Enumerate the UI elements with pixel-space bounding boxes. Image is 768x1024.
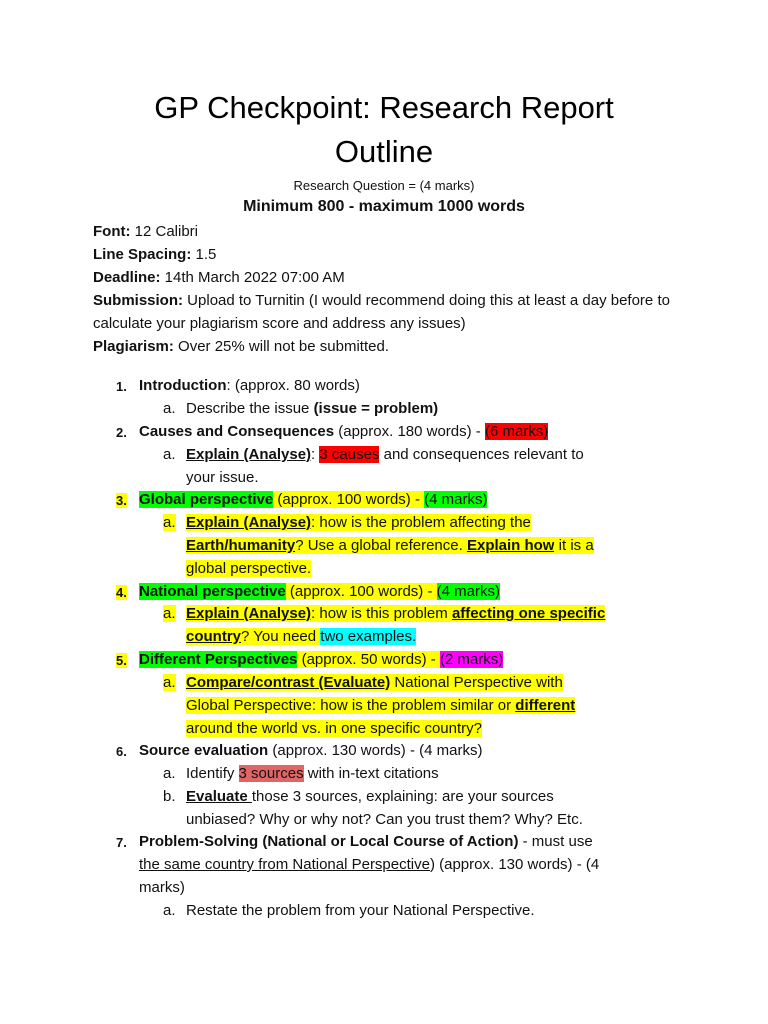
- item-title: Problem-Solving (National or Local Course of Action): [139, 833, 519, 850]
- item-text: (approx. 180 words) -: [334, 423, 485, 440]
- item-text: (approx. 100 words) -: [285, 583, 437, 600]
- sub-letter: a.: [163, 605, 176, 622]
- font-value: 12 Calibri: [130, 223, 199, 240]
- item-text: (approx. 50 words) -: [297, 651, 440, 668]
- sub-bold: Explain (Analyse): [186, 605, 312, 622]
- sub-letter: a.: [163, 446, 176, 463]
- sub-letter: b.: [163, 788, 176, 805]
- sub-letter: a.: [163, 400, 176, 417]
- title-line-1: GP Checkpoint: Research Report: [154, 90, 614, 125]
- item-text: - must use: [518, 833, 593, 850]
- sub-text: Identify: [186, 765, 239, 782]
- deadline-value: 14th March 2022 07:00 AM: [160, 269, 345, 286]
- submission-row: [93, 289, 673, 335]
- word-limit: Minimum 800 - maximum 1000 words: [243, 198, 525, 215]
- item-cont: marks): [139, 879, 185, 896]
- item-text: (approx. 130 words) - (4 marks): [268, 742, 483, 759]
- sub-item-cont: [186, 557, 311, 580]
- font-label: Font:: [93, 223, 131, 240]
- item-text: ) (approx. 130 words) - (4: [429, 856, 600, 873]
- sub-text: National Perspective with: [390, 674, 563, 691]
- item-number: 5.: [116, 653, 127, 668]
- title-line-2: Outline: [334, 134, 434, 169]
- research-question: Research Question = (4 marks): [293, 178, 475, 193]
- item-title: Causes and Consequences: [139, 423, 335, 440]
- item-text: (approx. 100 words) -: [273, 491, 425, 508]
- sub-text: ? Use a global reference.: [295, 537, 467, 554]
- sub-text: Describe the issue: [186, 400, 314, 417]
- item-number: 2.: [116, 425, 127, 440]
- sub-item-cont: [186, 625, 416, 648]
- sub-text: those 3 sources, explaining: are your sources: [251, 788, 554, 805]
- submission-label: Submission:: [93, 292, 184, 309]
- sub-bold: (issue = problem): [313, 400, 439, 417]
- item-number: 1.: [116, 379, 127, 394]
- sub-text: with in-text citations: [303, 765, 439, 782]
- marks-highlight: (6 marks): [484, 423, 549, 440]
- underlined-text: the same country from National Perspective: [139, 856, 430, 873]
- item-title: Global perspective: [139, 491, 274, 508]
- plagiarism-label: Plagiarism:: [93, 338, 174, 355]
- item-title: National perspective: [139, 583, 286, 600]
- red-highlight: 3 causes: [319, 446, 380, 463]
- sub-bold: Earth/humanity: [186, 537, 296, 554]
- sub-text: : how is the problem affecting the: [311, 514, 531, 531]
- sub-item: [186, 785, 554, 808]
- sub-item: Restate the problem from your National Perspective.: [186, 902, 535, 919]
- submission-value: Upload to Turnitin (I would recommend doing this at least a day before to calculate your plagiarism score and address any issues): [93, 292, 670, 332]
- sub-item: [186, 397, 438, 420]
- requirements-block: [93, 220, 673, 358]
- item-national: [139, 580, 500, 603]
- item-introduction: [139, 374, 360, 397]
- sub-item-cont: [186, 694, 575, 717]
- sub-item: [186, 602, 605, 625]
- cyan-highlight: two examples.: [320, 628, 417, 645]
- item-global: [139, 488, 487, 511]
- sub-item: [186, 762, 439, 785]
- item-causes: [139, 420, 548, 443]
- sub-bold: Explain (Analyse): [186, 446, 312, 463]
- item-source-evaluation: [139, 739, 482, 762]
- sub-text: it is a: [554, 537, 594, 554]
- deadline-row: [93, 266, 673, 289]
- sub-bold: Evaluate: [186, 788, 252, 805]
- sub-item: [186, 671, 563, 694]
- sub-letter: a.: [163, 765, 176, 782]
- sub-text: Global Perspective: how is the problem similar or: [186, 697, 516, 714]
- sub-item: [186, 511, 531, 534]
- item-text: : (approx. 80 words): [226, 377, 360, 394]
- item-number: 4.: [116, 585, 127, 600]
- item-cont: [139, 853, 599, 876]
- sub-bold: country: [186, 628, 242, 645]
- sub-text: around the world vs. in one specific country?: [186, 720, 482, 737]
- item-title: Source evaluation: [139, 742, 269, 759]
- sub-text: : how is this problem: [311, 605, 452, 622]
- sub-letter: a.: [163, 514, 176, 531]
- sub-item: [186, 443, 584, 466]
- sub-item-cont: unbiased? Why or why not? Can you trust them? Why? Etc.: [186, 811, 583, 828]
- plagiarism-value: Over 25% will not be submitted.: [173, 338, 389, 355]
- spacing-row: [93, 243, 673, 266]
- font-row: [93, 220, 673, 243]
- sub-text: :: [311, 446, 320, 463]
- page-title: [0, 86, 768, 174]
- sub-bold: Explain (Analyse): [186, 514, 312, 531]
- sub-bold: different: [515, 697, 576, 714]
- spacing-label: Line Spacing:: [93, 246, 192, 263]
- marks-highlight: (4 marks): [424, 491, 488, 508]
- deadline-label: Deadline:: [93, 269, 161, 286]
- item-different: [139, 648, 503, 671]
- sub-text: ? You need: [241, 628, 321, 645]
- marks-highlight: (4 marks): [436, 583, 500, 600]
- spacing-value: 1.5: [191, 246, 217, 263]
- sub-text: and consequences relevant to: [379, 446, 584, 463]
- sub-bold: Explain how: [466, 537, 555, 554]
- sub-bold: affecting one specific: [451, 605, 606, 622]
- item-title: Introduction: [139, 377, 227, 394]
- sub-letter: a.: [163, 674, 176, 691]
- sub-item-cont: your issue.: [186, 469, 259, 486]
- sub-text: global perspective.: [186, 560, 312, 577]
- red-highlight: 3 sources: [238, 765, 304, 782]
- item-title: Different Perspectives: [139, 651, 298, 668]
- sub-item-cont: [186, 534, 594, 557]
- plagiarism-row: [93, 335, 673, 358]
- item-number: 7.: [116, 835, 127, 850]
- sub-letter: a.: [163, 902, 176, 919]
- item-problem-solving: [139, 830, 593, 853]
- sub-bold: Compare/contrast (Evaluate): [186, 674, 391, 691]
- marks-highlight: (2 marks): [439, 651, 504, 668]
- item-number: 6.: [116, 744, 127, 759]
- item-number: 3.: [116, 493, 127, 508]
- sub-item-cont: [186, 717, 482, 740]
